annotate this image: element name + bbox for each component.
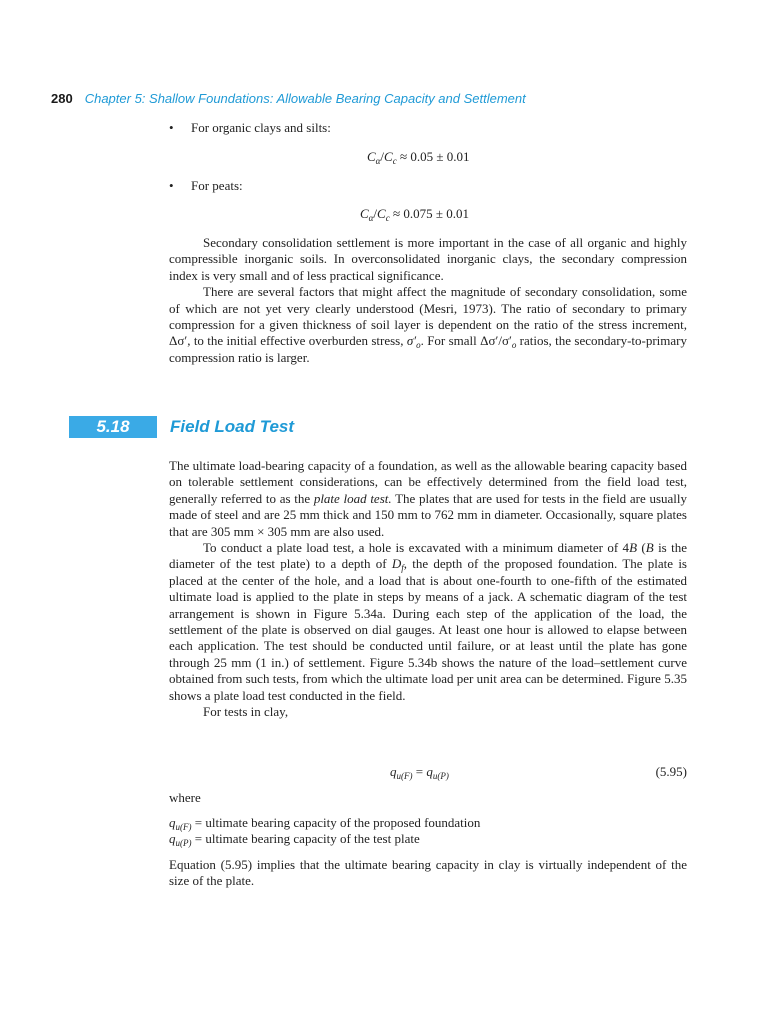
page-number: 280 [51, 91, 73, 106]
equation-number: (5.95) [655, 764, 687, 779]
equation-5-95: $q_{u(F)} = q_{u(P)}$ [390, 764, 449, 781]
definition-quf: $q_{u(F)}$ = ultimate bearing capacity of the proposed foundation [169, 815, 481, 832]
bullet-organic-clays [169, 120, 687, 136]
text-block-field-load-test [169, 458, 687, 721]
section-number: 5.18 [69, 416, 157, 438]
eq-ratio-den-sub: c [392, 156, 397, 166]
eq-ratio-den: C [384, 149, 393, 164]
definition-qup: $q_{u(P)}$ = ultimate bearing capacity of the test plate [169, 831, 420, 848]
section-title: Field Load Test [170, 417, 295, 436]
eq-peat-value: ≈ 0.075 ± 0.01 [392, 206, 469, 221]
plate-load-test-term: plate load test. [313, 490, 392, 506]
eq-organic-value: ≈ 0.05 ± 0.01 [399, 149, 470, 164]
paragraph-3: The ultimate load-bearing capacity of a foundation, as well as the allowable bearing capacity based on tolerable settlement considerations, can be effectively determined from the field load test, generally referred to as the plate load test. The plates that are used for tests in the field are usually made of steel and are 25 mm thick and 150 mm to 762 mm in diameter. Occasionally, square plates that are 305 mm × 305 mm are also used. [169, 458, 688, 539]
chapter-title: Chapter 5: Shallow Foundations: Allowable Bearing Capacity and Settlement [84, 91, 526, 106]
bullet-dot-icon: • [169, 178, 174, 193]
bullet-peats [169, 178, 687, 194]
eq-ratio-num: C [367, 149, 376, 164]
eq-ratio-num-sub: α [368, 213, 374, 223]
bullet-organic-label: For organic clays and silts: [191, 120, 331, 135]
paragraph-6: Equation (5.95) implies that the ultimate bearing capacity in clay is virtually independent of the size of the plate. [169, 857, 687, 889]
eq-ratio-den: C [377, 206, 386, 221]
running-header [51, 90, 751, 108]
paragraph-4: To conduct a plate load test, a hole is excavated with a minimum diameter of 4B (B is the diameter of the test plate) to a depth of $D_f$, the depth of the proposed foundation. The plate is placed at the center of the hole, and a load that is about one-fourth to one-fifth of the estimated ultimate load is applied to the plate in steps by means of a jack. A schematic diagram of the test arrangement is shown in Figure 5.34a. During each step of the application of the load, the settlement of the plate is observed on dial gauges. At least one hour is allowed to elapse between each application. The test should be conducted until failure, or at least until the plate has gone through 25 mm (1 in.) of settlement. Figure 5.34b shows the nature of the load–settlement curve obtained from such tests, from which the ultimate load per unit area can be determined. Figure 5.35 shows a plate load test conducted in the field. [169, 540, 687, 703]
eq-ratio-den-sub: c [385, 213, 390, 223]
equation-organic-ratio: $C_\alpha/C_c \approx 0.05 \pm 0.01$ [367, 149, 470, 166]
paragraph-5: For tests in clay, [203, 704, 289, 720]
bullet-dot-icon: • [169, 120, 174, 135]
eq-ratio-num-sub: α [375, 156, 381, 166]
equation-peat-ratio: $C_\alpha/C_c \approx 0.075 \pm 0.01$ [360, 206, 469, 223]
text-block-secondary-consolidation [169, 235, 687, 366]
depth-symbol: D [391, 556, 402, 572]
eq-ratio-num: C [360, 206, 369, 221]
bullet-peat-label: For peats: [191, 178, 243, 193]
text-block-conclusion [169, 857, 687, 890]
paragraph-2: There are several factors that might affect the magnitude of secondary consolidation, some of which are not yet very clearly understood (Mesri, 1973). The ratio of secondary to primary compression for a given thickness of soil layer is dependent on the ratio of the stress increment, Δσ′, to the initial effective overburden stress, $\sigma'_o$. For small $\Delta\sigma'/\sigma'_o$ ratios, the secondary-to-primary compression ratio is larger. [169, 284, 688, 365]
paragraph-1: Secondary consolidation settlement is more important in the case of all organic and highly compressible inorganic soils. In overconsolidated inorganic clays, the secondary compression index is very small and of less practical significance. [169, 235, 687, 283]
where-label: where [169, 790, 201, 805]
sigma-o-symbol: σ′ [406, 333, 417, 349]
